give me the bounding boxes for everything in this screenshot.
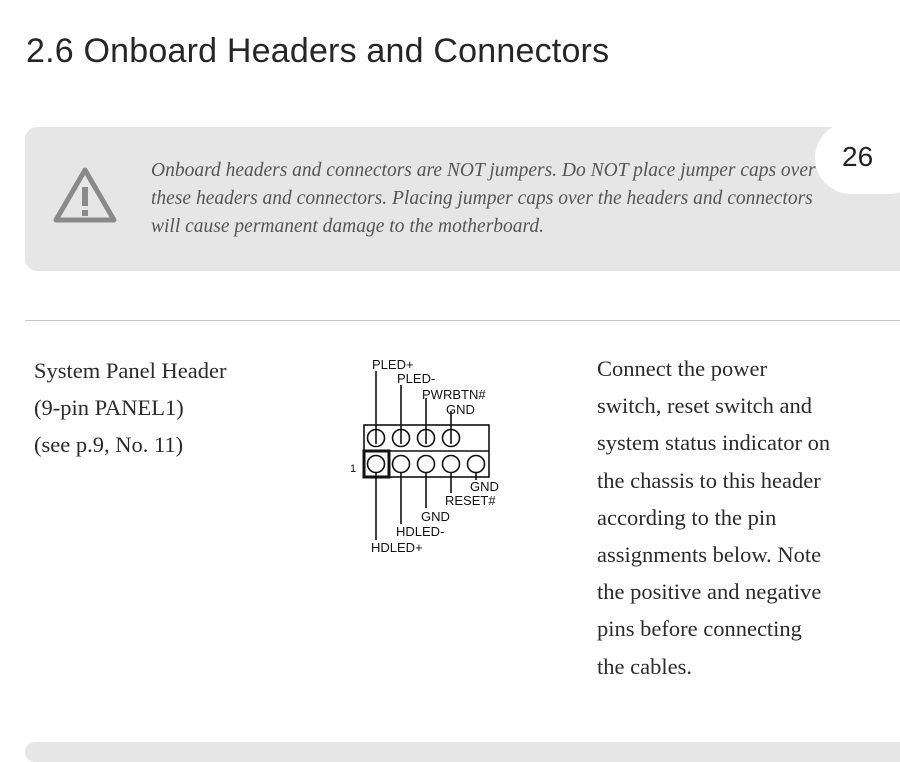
pin-label-hdled-plus: HDLED+ [371,540,423,555]
panel-header-title: System Panel Header [34,358,227,383]
pin-label-gnd-bottom: GND [421,509,450,524]
section-divider [25,320,900,321]
section-title: 2.6 Onboard Headers and Connectors [26,32,610,70]
notice-line: will cause permanent damage to the motherboard. [151,216,545,237]
page-number: 26 [842,141,874,172]
panel-header-pin-count: (9-pin PANEL1) [34,395,184,420]
pin-label-pled-minus: PLED- [397,371,436,386]
description-line: switch, reset switch and [597,393,812,419]
panel-header-name [34,352,226,463]
warning-triangle-icon [52,166,118,224]
pin-label-reset: RESET# [445,493,496,508]
description-line: the cables. [597,653,692,679]
description-line: according to the pin [597,504,777,530]
pin-label-hdled-minus: HDLED- [396,524,445,539]
description-line: the chassis to this header [597,467,821,493]
notice-line: these headers and connectors. Placing jumper caps over the headers and connectors [151,188,813,209]
pin-label-gnd-right: GND [470,479,499,494]
description-line: assignments below. Note [597,542,822,568]
pin-1-marker: 1 [350,463,357,475]
pin-label-gnd-top: GND [446,402,475,417]
description-line: pins before connecting [597,616,802,642]
description-line: Connect the power [597,356,767,381]
notice-line: Onboard headers and connectors are NOT jumpers. Do NOT place jumper caps over [151,160,816,181]
panel-header-description [597,350,887,685]
panel-header-reference: (see p.9, No. 11) [34,432,184,457]
description-line: the positive and negative [597,579,822,605]
pin-label-pwrbtn: PWRBTN# [422,387,486,402]
warning-notice-text [151,157,831,241]
next-notice-box-edge [25,742,900,762]
description-line: system status indicator on [597,430,831,456]
pin-label-pled-plus: PLED+ [372,357,414,372]
panel-header-pin-diagram [340,352,520,562]
